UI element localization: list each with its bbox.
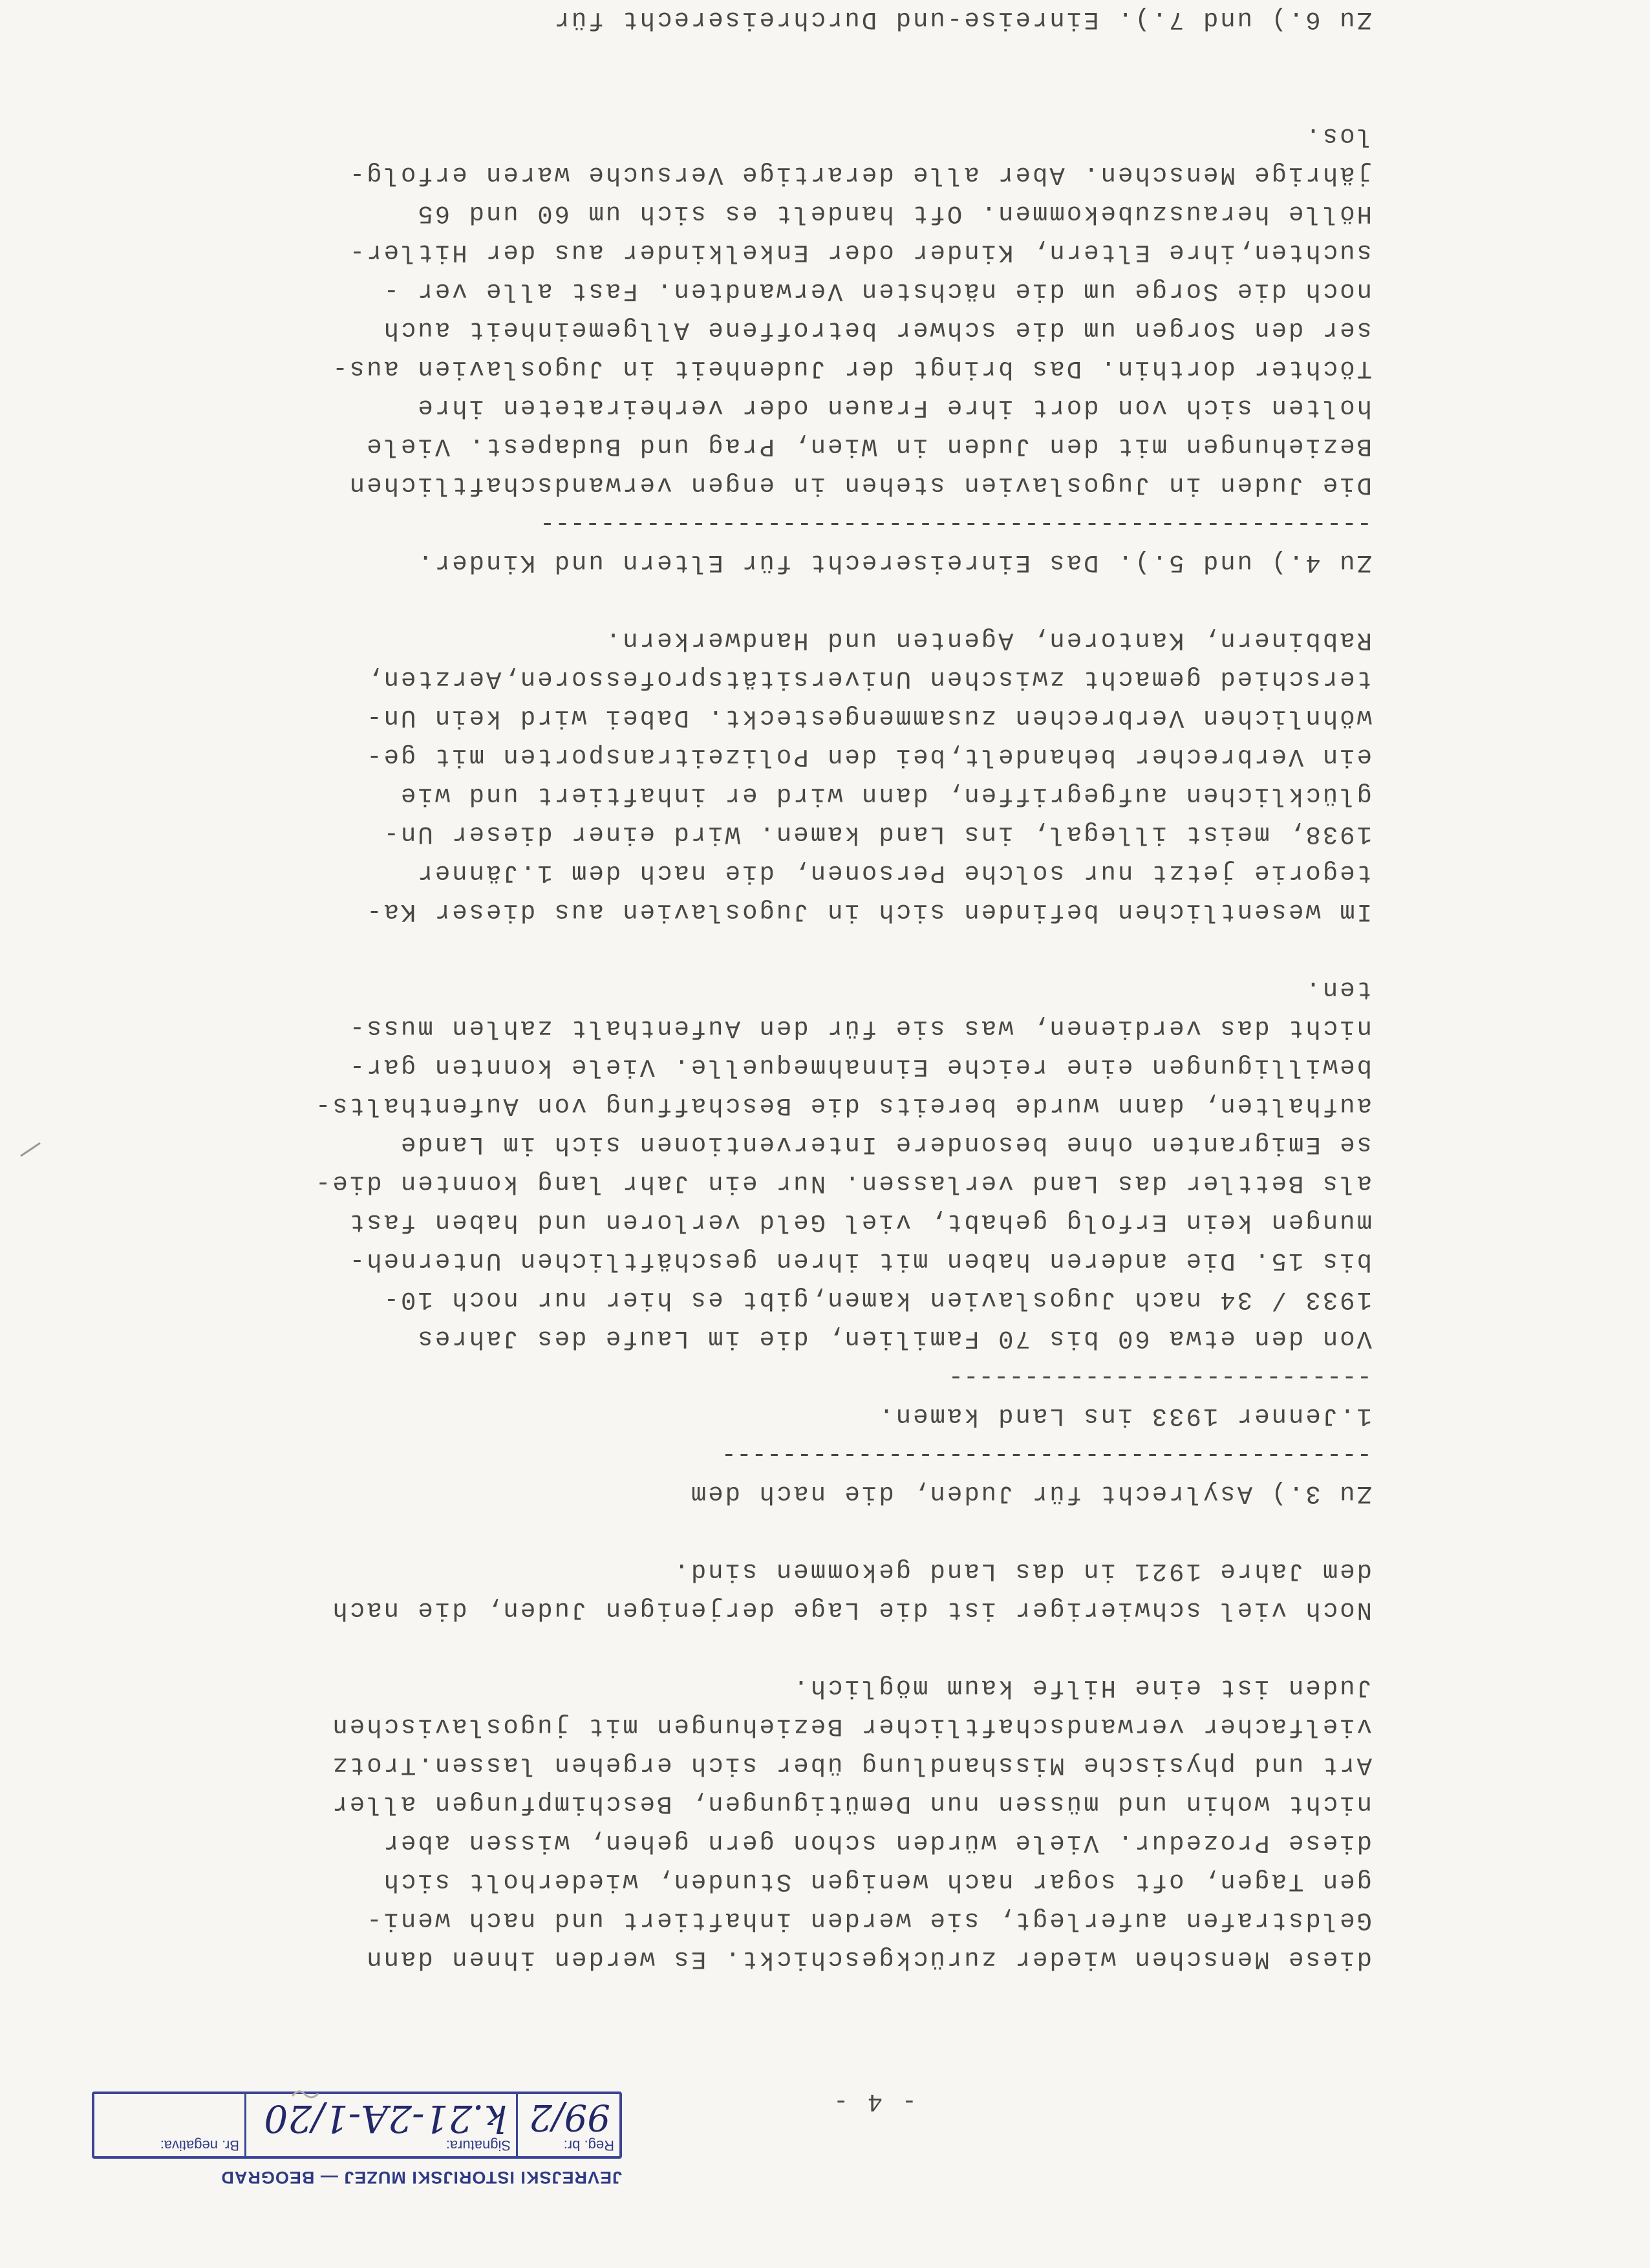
underline-rule: -------------------------------------------------------: [539, 509, 1372, 538]
page-number: - 4 -: [831, 2087, 917, 2115]
text-line: tegorie jetzt nur solche Personen, die nach dem 1.Jänner: [416, 859, 1372, 887]
text-line: vielfacher verwandschaftlicher Beziehungen mit jugoslavischen: [330, 1712, 1372, 1740]
text-line: Geldstrafen auferlegt, sie werden inhaftiert und nach weni-: [365, 1906, 1372, 1934]
text-line: 1.Jenner 1933 ins Land kamen.: [877, 1402, 1372, 1430]
text-line: Art und physische Misshandlung über sich ergehen lassen.Trotz: [330, 1751, 1372, 1779]
reg-value: 99/2: [529, 2096, 610, 2138]
museum-name: JEVREJSKI ISTORIJSKI MUZEJ — BEOGRAD: [220, 2168, 622, 2187]
text-line: los.: [1303, 122, 1372, 150]
text-line: holten sich von dort ihre Frauen oder verheirateten ihre: [416, 393, 1372, 422]
text-line: als Bettler das Land verlassen. Nur ein Jahr lang konnten die-: [313, 1169, 1372, 1197]
text-line: Von den etwa 60 bis 70 Familien, die im Laufe des Jahres: [416, 1324, 1372, 1353]
text-line: mungen kein Erfolg gehabt, viel Geld verloren und haben fast: [347, 1208, 1372, 1236]
text-line: diese Menschen wieder zurückgeschickt. Es werden ihnen dann: [365, 1945, 1372, 1973]
text-line: dem Jahre 1921 in das Land gekommen sind.: [672, 1557, 1372, 1585]
negative-label: Br. negativa:: [160, 2137, 239, 2154]
text-line: ser den Sorgen um die schwer betroffene Allgemeinheit auch: [381, 316, 1372, 344]
signature-value: k.21-2A-1/20: [264, 2097, 507, 2141]
text-line: Rabbinern, Kantoren, Agenten und Handwerkern.: [603, 626, 1372, 654]
text-line: gen Tagen, oft sogar nach wenigen Stunden, wiederholt sich: [381, 1867, 1372, 1896]
text-line: 1938, meist illegal, ins Land kamen. Wird einer dieser Un-: [381, 820, 1372, 848]
text-line: suchten,ihre Eltern, Kinder oder Enkelkinder aus der Hitler-: [347, 238, 1372, 266]
text-line: Beziehungen mit den Juden in Wien, Prag und Budapest. Viele: [365, 432, 1372, 460]
signature-label: Signatura:: [445, 2137, 511, 2154]
underline-rule: ----------------------------: [948, 1363, 1372, 1391]
text-line: ein Verbrecher behandelt,bei den Polizeitransporten mit ge-: [365, 742, 1372, 771]
text-line: bis 15. Die anderen haben mit ihren geschäftlichen Unterneh-: [347, 1246, 1372, 1275]
text-line: Zu 6.) und 7.). Einreise-und Durchreiserecht für: [552, 5, 1372, 34]
text-line: diese Prozedur. Viele würden schon gern gehen, wissen aber: [381, 1828, 1372, 1857]
text-line: ten.: [1303, 975, 1372, 1003]
text-line: nicht wohin und müssen nun Demütigungen, Beschimpfungen aller: [330, 1790, 1372, 1818]
text-line: Zu 3.) Asylrecht für Juden, die nach dem: [689, 1479, 1372, 1508]
text-line: nicht das verdienen, was sie für den Aufenthalt zahlen muss-: [347, 1014, 1372, 1042]
text-line: wöhnlichen Verbrechen zusammengesteckt. Dabei wird kein Un-: [365, 703, 1372, 732]
reg-label: Reg. br:: [563, 2137, 614, 2154]
text-line: Hölle herauszubekommen. Oft handelt es sich um 60 und 65: [416, 199, 1372, 228]
text-line: Noch viel schwieriger ist die Lage derjenigen Juden, die nach: [330, 1596, 1372, 1624]
text-line: glücklichen aufgegriffen, dann wird er inhaftiert und wie: [398, 781, 1372, 809]
text-line: Im wesentlichen befinden sich in Jugoslavien aus dieser Ka-: [365, 897, 1372, 926]
underline-rule: -------------------------------------------: [721, 1440, 1372, 1469]
text-line: Töchter dorthin. Das bringt der Judenheit in Jugoslavien aus-: [330, 354, 1372, 383]
text-line: aufhalten, dann wurde bereits die Beschaffung von Aufenthalts-: [313, 1091, 1372, 1120]
text-line: Juden ist eine Hilfe kaum möglich.: [791, 1673, 1372, 1702]
text-line: 1933 / 34 nach Jugoslavien kamen,gibt es hier nur noch 10-: [381, 1285, 1372, 1314]
text-line: noch die Sorge um die nächsten Verwandten. Fast alle ver -: [381, 277, 1372, 305]
text-line: bewilligungen eine reiche Einnahmequelle. Viele konnten gar-: [347, 1053, 1372, 1081]
text-line: jährige Menschen. Aber alle derartige Versuche waren erfolg-: [347, 160, 1372, 189]
text-line: se Emigranten ohne besondere Interventionen sich im Lande: [398, 1130, 1372, 1159]
text-line: terschied gemacht zwischen Universitätsprofessoren,Aerzten,: [365, 665, 1372, 693]
text-line: Zu 4.) und 5.). Das Einreiserecht für Eltern und Kinder.: [416, 548, 1372, 577]
text-line: Die Juden in Jugoslavien stehen in engen verwandschaftlichen: [347, 471, 1372, 499]
